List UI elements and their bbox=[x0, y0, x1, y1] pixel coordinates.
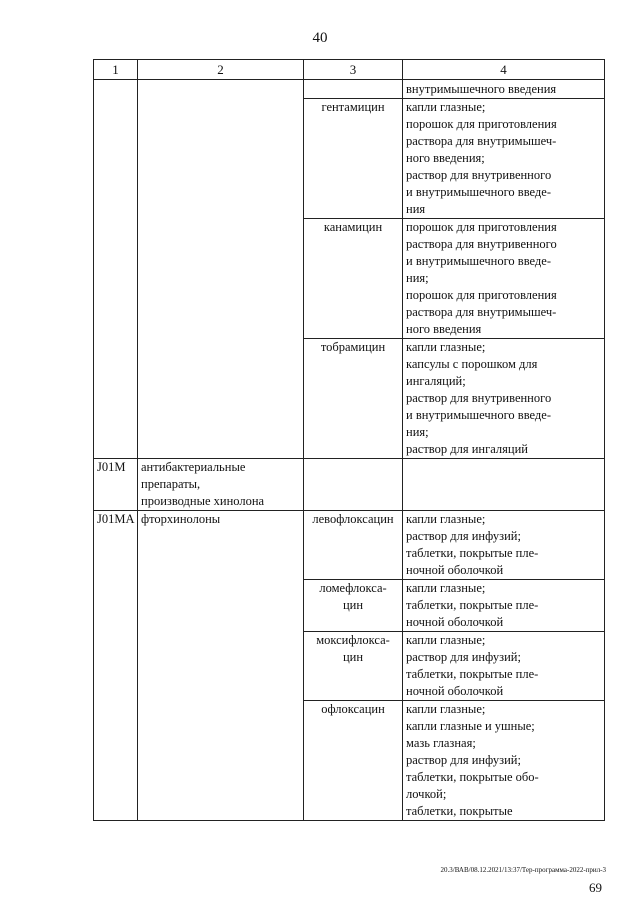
table-row bbox=[94, 459, 605, 511]
dosage-form-line: капли глазные; bbox=[406, 581, 486, 595]
dosage-form-line: раствора для внутривенного bbox=[406, 237, 557, 251]
drug-name: моксифлокса- bbox=[316, 633, 390, 647]
dosage-form-line: капли глазные и ушные; bbox=[406, 719, 535, 733]
dosage-form-line: таблетки, покрытые пле- bbox=[406, 598, 539, 612]
group-name-line: фторхинолоны bbox=[141, 512, 221, 526]
dosage-form-line: ингаляций; bbox=[406, 374, 466, 388]
group-name-cell bbox=[138, 459, 304, 511]
page-number: 40 bbox=[312, 30, 328, 46]
atc-code: J01MA bbox=[97, 512, 135, 526]
drug-name-cell bbox=[304, 219, 403, 339]
drug-name-cell bbox=[304, 459, 403, 511]
table-header-row bbox=[94, 60, 605, 80]
table-body bbox=[94, 80, 605, 821]
column-header-3: 3 bbox=[304, 60, 403, 80]
dosage-form-line: порошок для приготовления bbox=[406, 220, 557, 234]
dosage-form-line: ночной оболочкой bbox=[406, 684, 504, 698]
drug-name: тобрамицин bbox=[320, 340, 386, 354]
dosage-form-line: внутримышечного введения bbox=[406, 82, 557, 96]
table-row bbox=[94, 80, 605, 99]
dosage-form-line: мазь глазная; bbox=[406, 736, 476, 750]
atc-code-cell bbox=[94, 80, 138, 459]
dosage-form-line: таблетки, покрытые пле- bbox=[406, 667, 539, 681]
drug-name: левофлоксацин bbox=[312, 512, 394, 526]
drug-name-cell bbox=[304, 80, 403, 99]
drug-name-cell bbox=[304, 580, 403, 632]
dosage-form-line: таблетки, покрытые обо- bbox=[406, 770, 539, 784]
column-header-2: 2 bbox=[138, 60, 304, 80]
dosage-form-line: раствор для инфузий; bbox=[406, 753, 521, 767]
dosage-form-line: ночной оболочкой bbox=[406, 563, 504, 577]
dosage-form-line: таблетки, покрытые пле- bbox=[406, 546, 539, 560]
drug-name-cell bbox=[304, 511, 403, 580]
dosage-form-line: раствора для внутримышеч- bbox=[406, 305, 557, 319]
dosage-form-line: и внутримышечного введе- bbox=[406, 185, 551, 199]
dosage-form-line: раствор для инфузий; bbox=[406, 650, 521, 664]
drug-name-cell bbox=[304, 701, 403, 821]
dosage-form-line: таблетки, покрытые bbox=[406, 804, 513, 818]
dosage-forms-cell bbox=[403, 580, 605, 632]
dosage-form-line: лочкой; bbox=[406, 787, 447, 801]
dosage-form-line: порошок для приготовления bbox=[406, 117, 557, 131]
dosage-form-line: ния bbox=[406, 202, 426, 216]
drug-name: канамицин bbox=[323, 220, 383, 234]
dosage-form-line: капли глазные; bbox=[406, 340, 486, 354]
dosage-forms-cell bbox=[403, 99, 605, 219]
dosage-form-line: ночной оболочкой bbox=[406, 615, 504, 629]
dosage-form-line: и внутримышечного введе- bbox=[406, 408, 551, 422]
drug-name: гентамицин bbox=[321, 100, 385, 114]
dosage-form-line: капли глазные; bbox=[406, 100, 486, 114]
drug-name: цин bbox=[342, 598, 364, 612]
group-name-line: препараты, bbox=[141, 477, 201, 491]
dosage-forms-cell bbox=[403, 219, 605, 339]
drug-name-cell bbox=[304, 339, 403, 459]
drug-name: офлоксацин bbox=[321, 702, 385, 716]
dosage-form-line: ного введения bbox=[406, 322, 482, 336]
dosage-forms-cell bbox=[403, 459, 605, 511]
column-header-1: 1 bbox=[94, 60, 138, 80]
group-name-line: антибактериальные bbox=[141, 460, 246, 474]
dosage-form-line: ного введения; bbox=[406, 151, 485, 165]
dosage-form-line: раствор для внутривенного bbox=[406, 168, 552, 182]
dosage-form-line: капсулы с порошком для bbox=[406, 357, 538, 371]
dosage-form-line: капли глазные; bbox=[406, 702, 486, 716]
drug-name: цин bbox=[342, 650, 364, 664]
dosage-form-line: раствор для ингаляций bbox=[406, 442, 528, 456]
dosage-form-line: раствор для внутривенного bbox=[406, 391, 552, 405]
dosage-form-line: раствора для внутримышеч- bbox=[406, 134, 557, 148]
dosage-form-line: ния; bbox=[406, 271, 429, 285]
dosage-form-line: капли глазные; bbox=[406, 512, 486, 526]
dosage-form-line: и внутримышечного введе- bbox=[406, 254, 551, 268]
dosage-forms-cell bbox=[403, 701, 605, 821]
drug-name-cell bbox=[304, 632, 403, 701]
footer-reference: 20.3/ВАВ/08.12.2021/13:37/Тер-программа-2022-прил-3 bbox=[440, 866, 606, 874]
dosage-form-line: капли глазные; bbox=[406, 633, 486, 647]
dosage-forms-cell bbox=[403, 80, 605, 99]
drug-name: ломефлокса- bbox=[319, 581, 387, 595]
footer-page-number: 69 bbox=[589, 880, 602, 895]
group-name-cell bbox=[138, 80, 304, 459]
drug-name-cell bbox=[304, 99, 403, 219]
atc-code: J01M bbox=[97, 460, 126, 474]
atc-code-cell bbox=[94, 459, 138, 511]
drug-table bbox=[93, 59, 605, 821]
dosage-forms-cell bbox=[403, 511, 605, 580]
dosage-forms-cell bbox=[403, 632, 605, 701]
atc-code-cell bbox=[94, 511, 138, 821]
table-row bbox=[94, 511, 605, 580]
group-name-line: производные хинолона bbox=[141, 494, 265, 508]
dosage-forms-cell bbox=[403, 339, 605, 459]
dosage-form-line: порошок для приготовления bbox=[406, 288, 557, 302]
dosage-form-line: раствор для инфузий; bbox=[406, 529, 521, 543]
dosage-form-line: ния; bbox=[406, 425, 429, 439]
column-header-4: 4 bbox=[403, 60, 605, 80]
group-name-cell bbox=[138, 511, 304, 821]
